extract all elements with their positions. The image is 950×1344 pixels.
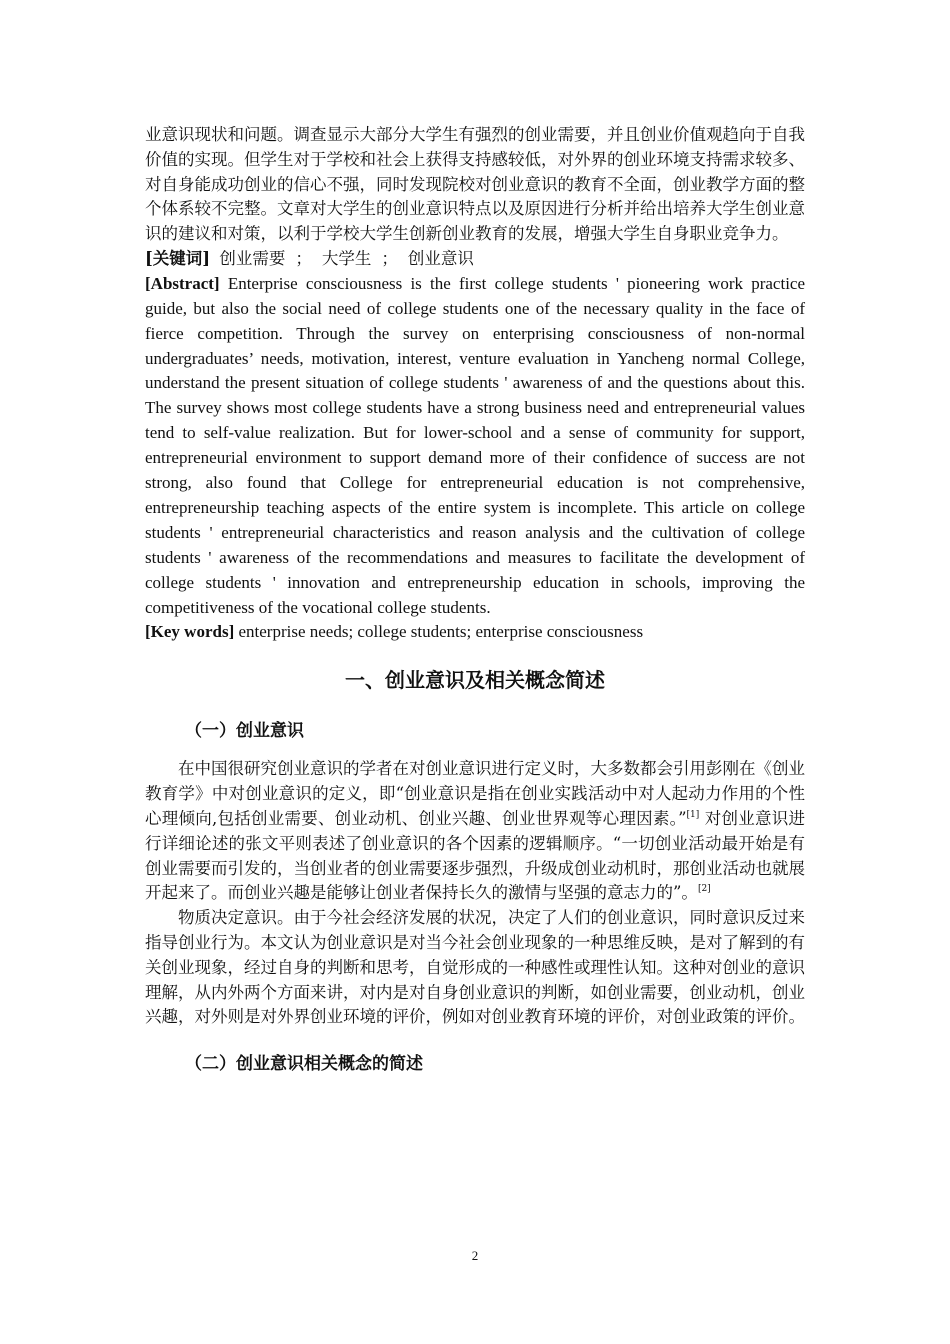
citation-ref-1: [1]: [686, 809, 700, 820]
page-number: 2: [471, 1248, 479, 1263]
page-body: [145, 123, 805, 1090]
abstract-en-text: Enterprise consciousness is the first college students ' pioneering work practice guide, but also the social need of college students one of the necessary quality in the face of fierce competition. Through the survey on enterprising consciousness of non-normal undergraduates’ needs, motivation, interest, venture evaluation in Yancheng normal College, understand the present situation of college students ' awareness of and the questions about this. The survey shows most college students have a strong business need and entrepreneurial values tend to self-value realization. But for lower-school and a sense of community for support, entrepreneurial environment to support demand more of their confidence of success are not strong, also found that College for entrepreneurial education is not comprehensive, entrepreneurship teaching aspects of the entire system is incomplete. This article on college students ' entrepreneurial characteristics and reason analysis and the cultivation of college students ' awareness of the recommendations and measures to facilitate the development of college students ' innovation and entrepreneurship education in schools, improving the competitiveness of the vocational college students.: [145, 273, 806, 617]
keyword-cn-term: 大学生: [321, 248, 372, 268]
subsection-heading-1: （一）创业意识: [185, 721, 304, 742]
keywords-cn: [145, 247, 805, 272]
body-paragraph-2: 物质决定意识。由于今社会经济发展的状况，决定了人们的创业意识，同时意识反过来指导创业行为。本文认为创业意识是对当今社会创业现象的一种思维反映，是对了解到的有关创业现象，经过自身的判断和思考，自觉形成的一种感性或理性认知。这种对创业的意识理解，从内外两个方面来讲，对内是对自身创业意识的判断，如创业需要，创业动机，创业兴趣，对外则是对外界创业环境的评价，例如对创业教育环境的评价，对创业政策的评价。: [145, 908, 805, 1027]
abstract-en: [145, 272, 805, 621]
paragraph-text: 对创业意识进行详细论述的张文平则表述了创业意识的各个因素的逻辑顺序。“一切创业活动最开始是有创业需要而引发的，当创业者的创业需要逐步强烈，升级成创业动机时，那创业活动也就展开起来了。而创业兴趣是能够让创业者保持长久的激情与坚强的意志力的”。: [145, 808, 806, 903]
keywords-en-text: enterprise needs; college students; enterprise consciousness: [238, 622, 644, 642]
subsection-heading-2: （二）创业意识相关概念的简述: [185, 1054, 423, 1075]
paragraph-text: 在中国很研究创业意识的学者在对创业意识进行定义时，大多数都会引用彭刚在《创业教育学》中对创业意识的定义，即“创业意识是指在创业实践活动中对人起动力作用的个性心理倾向,包括创业需要、创业动机、创业兴趣、创业世界观等心理因素。”: [145, 759, 805, 828]
keyword-separator: ；: [295, 248, 312, 268]
keyword-cn-term: 创业需要: [219, 248, 286, 268]
keywords-cn-label: [关键词]: [145, 248, 211, 268]
abstract-cn-continuation: 业意识现状和问题。调查显示大部分大学生有强烈的创业需要，并且创业价值观趋向于自我价值的实现。但学生对于学校和社会上获得支持感较低，对外界的创业环境支持需求较多、对自身能成功创业的信心不强，同时发现院校对创业意识的教育不全面，创业教学方面的整个体系较不完整。文章对大学生的创业意识特点以及原因进行分析并给出培养大学生创业意识的建议和对策，以利于学校大学生创新创业教育的发展，增强大学生自身职业竞争力。: [145, 125, 805, 244]
body-paragraph-1: [145, 757, 805, 906]
keyword-separator: ；: [381, 248, 398, 268]
abstract-en-label: [Abstract]: [145, 273, 220, 293]
section-heading: 一、创业意识及相关概念简述: [345, 668, 605, 693]
keywords-en-label: [Key words]: [145, 622, 235, 642]
keywords-en: [145, 620, 805, 645]
keyword-cn-term: 创业意识: [407, 248, 474, 268]
citation-ref-2: [2]: [697, 884, 711, 895]
